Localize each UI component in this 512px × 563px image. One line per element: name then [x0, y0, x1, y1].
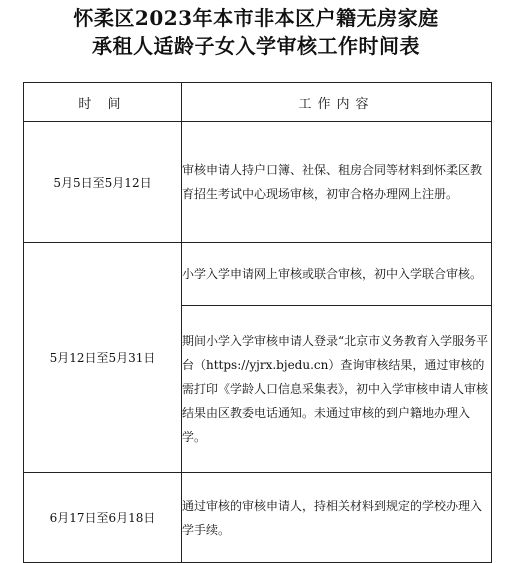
- table-row: [24, 122, 492, 243]
- document-title-line-2: 承租人适龄子女入学审核工作时间表: [92, 34, 420, 58]
- table-row: [24, 473, 492, 563]
- header-content: 工作内容: [182, 83, 492, 122]
- row-content: 审核申请人持户口簿、社保、租房合同等材料到怀柔区教育招生考试中心现场审核，初审合格办理网上注册。: [182, 122, 492, 243]
- row-content: 小学入学申请网上审核或联合审核，初中入学联合审核。: [182, 243, 492, 306]
- row-time: 5月12日至5月31日: [24, 243, 182, 473]
- table-header-row: [24, 83, 492, 122]
- row-content: 期间小学入学审核申请人登录“北京市义务教育入学服务平台（https://yjrx.bjedu.cn）查询审核结果，通过审核的需打印《学龄人口信息采集表》，初中入学审核申请人审核结果由区教委电话通知。未通过审核的到户籍地办理入学。: [182, 306, 492, 473]
- table-row: [24, 243, 492, 306]
- row-time: 6月17日至6月18日: [24, 473, 182, 563]
- schedule-table: [23, 82, 492, 563]
- document-title-line-1: 怀柔区2023年本市非本区户籍无房家庭: [73, 6, 439, 30]
- row-content: 通过审核的审核申请人，持相关材料到规定的学校办理入学手续。: [182, 473, 492, 563]
- header-time: 时 间: [24, 83, 182, 122]
- row-time: 5月5日至5月12日: [24, 122, 182, 243]
